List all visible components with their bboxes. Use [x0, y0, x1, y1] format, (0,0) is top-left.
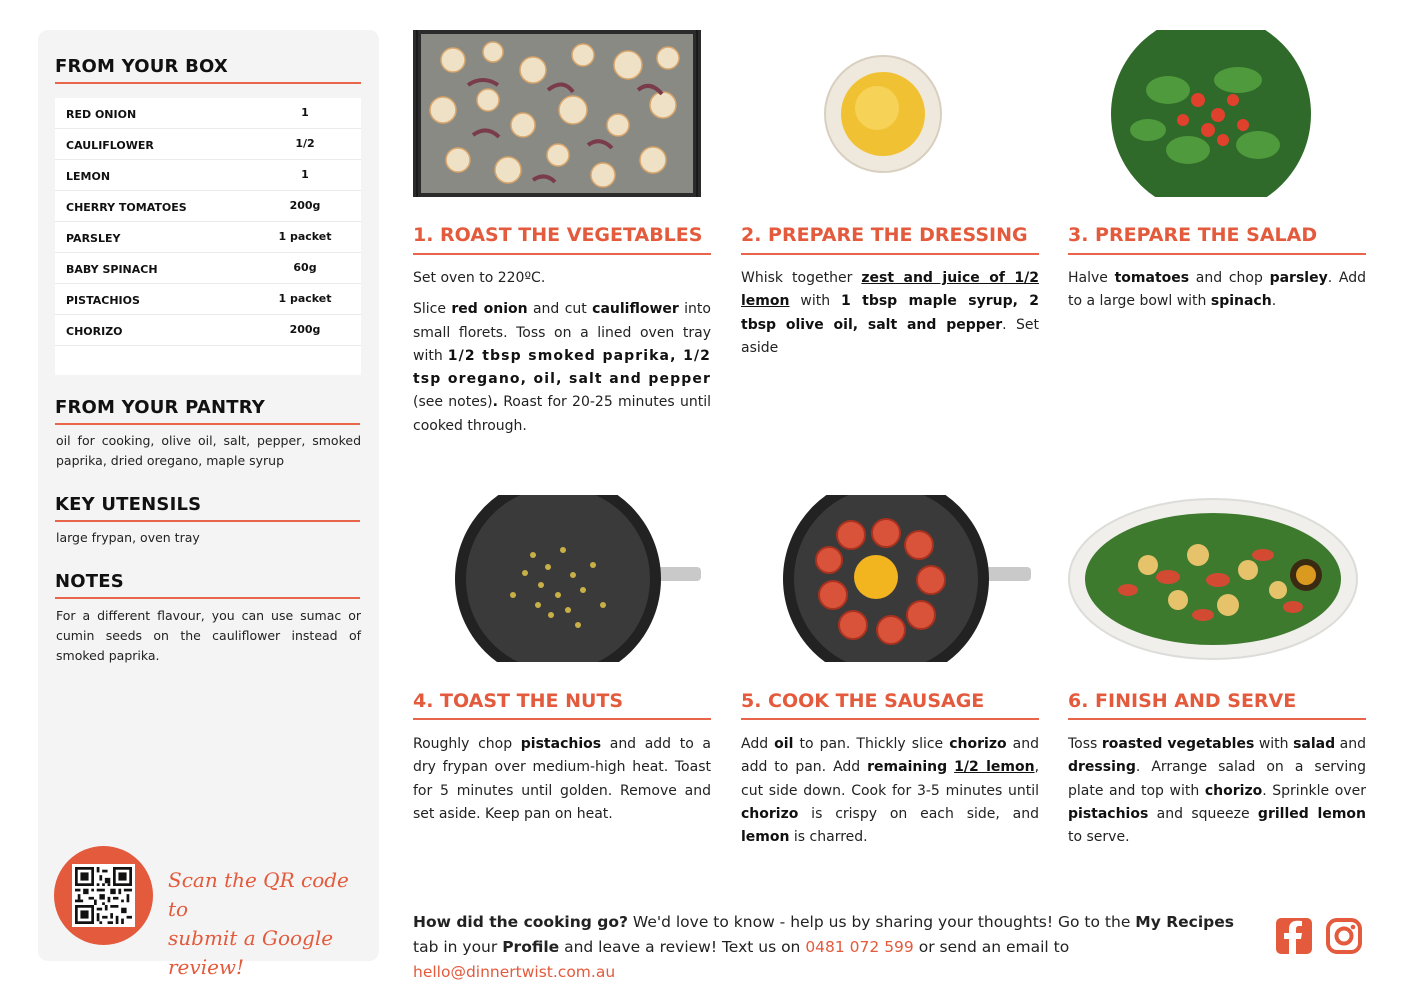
roast-vegetables-photo — [413, 30, 701, 197]
qr-badge[interactable] — [54, 846, 153, 945]
instagram-icon[interactable] — [1325, 917, 1363, 955]
step-5-body — [741, 733, 1039, 857]
step-6-body — [1068, 733, 1366, 857]
footer-question: How did the cooking go? — [413, 913, 628, 931]
facebook-icon[interactable] — [1275, 917, 1313, 955]
phone-link[interactable]: 0481 072 599 — [805, 938, 914, 956]
qr-caption-line: submit a Google review! — [168, 926, 334, 979]
divider — [55, 597, 360, 599]
ingredient-row — [55, 160, 361, 191]
step-text: Slice red onion and cut cauliflower into small florets. Toss on a lined oven tray with 1/2 tbsp smoked paprika, 1/2 tsp oregano, oil, salt and pepper (see notes). Roast for 20-25 minutes until cooked through. — [413, 301, 711, 434]
profile-link[interactable]: Profile — [502, 938, 560, 956]
qr-caption-line: Scan the QR code to — [168, 868, 349, 921]
salad-bowl-photo — [1068, 30, 1366, 197]
step-3-body — [1068, 267, 1366, 322]
step-6-title: 6. FINISH AND SERVE — [1068, 690, 1297, 712]
ingredient-name: PARSLEY — [66, 232, 121, 245]
step-2-title: 2. PREPARE THE DRESSING — [741, 224, 1028, 246]
ingredient-row — [55, 191, 361, 222]
step-1-body — [413, 267, 711, 446]
ingredient-name: CHORIZO — [66, 325, 123, 338]
footer-text: tab in your — [413, 938, 503, 956]
divider — [1068, 253, 1366, 255]
ingredient-name: PISTACHIOS — [66, 294, 140, 307]
pantry-title: FROM YOUR PANTRY — [55, 397, 265, 418]
ingredient-row — [55, 315, 361, 346]
ingredient-row — [55, 129, 361, 160]
pantry-text: oil for cooking, olive oil, salt, pepper, smoked paprika, dried oregano, maple syrup — [56, 433, 361, 468]
step-text: Halve tomatoes and chop parsley. Add to a large bowl with spinach. — [1068, 270, 1366, 310]
step-text: Whisk together zest and juice of 1/2 lemon with 1 tbsp maple syrup, 2 tbsp olive oil, salt and pepper. Set aside — [741, 270, 1039, 356]
ingredient-qty: 200g — [289, 199, 321, 212]
qr-code[interactable] — [72, 864, 135, 927]
feedback-footer — [413, 910, 1263, 985]
ingredients-table — [55, 98, 361, 375]
notes-title: NOTES — [55, 571, 124, 592]
divider — [55, 82, 361, 84]
divider — [55, 520, 360, 522]
step-text: Toss roasted vegetables with salad and dressing. Arrange salad on a serving plate and top with chorizo. Sprinkle over pistachios and squeeze grilled lemon to serve. — [1068, 736, 1367, 846]
step-text: Set oven to 220ºC. — [413, 270, 546, 286]
notes-text: For a different flavour, you can use sumac or cumin seeds on the cauliflower instead of smoked paprika. — [56, 608, 361, 663]
divider — [55, 423, 360, 425]
divider — [413, 718, 711, 720]
ingredient-qty: 1 — [301, 168, 309, 181]
ingredient-name: LEMON — [66, 170, 111, 183]
ingredient-qty: 1 — [301, 106, 309, 119]
step-4-body — [413, 733, 711, 834]
ingredient-name: RED ONION — [66, 108, 137, 121]
divider — [1068, 718, 1366, 720]
divider — [741, 253, 1039, 255]
step-2-body — [741, 267, 1039, 368]
chorizo-pan-photo — [741, 495, 1038, 662]
ingredient-name: BABY SPINACH — [66, 263, 158, 276]
qr-caption — [168, 866, 368, 982]
ingredient-name: CAULIFLOWER — [66, 139, 154, 152]
dressing-bowl-photo — [741, 30, 1038, 197]
step-5-title: 5. COOK THE SAUSAGE — [741, 690, 985, 712]
sidebar — [38, 30, 379, 979]
step-4-title: 4. TOAST THE NUTS — [413, 690, 624, 712]
qr-code-icon — [75, 867, 132, 924]
footer-text: or send an email to — [913, 938, 1070, 956]
footer-text: and leave a review! Text us on — [559, 938, 806, 956]
ingredient-row — [55, 253, 361, 284]
ingredient-row — [55, 284, 361, 315]
my-recipes-link[interactable]: My Recipes — [1135, 913, 1234, 931]
utensils-title: KEY UTENSILS — [55, 494, 202, 515]
ingredient-name: CHERRY TOMATOES — [66, 201, 187, 214]
utensils-text: large frypan, oven tray — [56, 530, 200, 545]
step-text: Roughly chop pistachios and add to a dry frypan over medium-high heat. Toast for 5 minutes until golden. Remove and set aside. Keep pan on heat. — [413, 736, 711, 822]
ingredient-row — [55, 98, 361, 129]
step-text: Add oil to pan. Thickly slice chorizo and add to pan. Add remaining 1/2 lemon, cut side down. Cook for 3-5 minutes until chorizo is crispy on each side, and lemon is charred. — [741, 736, 1040, 846]
divider — [741, 718, 1039, 720]
ingredient-row — [55, 222, 361, 253]
ingredient-qty: 1 packet — [278, 230, 332, 243]
ingredient-qty: 1/2 — [295, 137, 315, 150]
step-3-title: 3. PREPARE THE SALAD — [1068, 224, 1318, 246]
finished-plate-photo — [1068, 495, 1366, 662]
divider — [413, 253, 711, 255]
toasted-nuts-photo — [413, 495, 711, 662]
from-your-box-title: FROM YOUR BOX — [55, 56, 228, 77]
step-1-title: 1. ROAST THE VEGETABLES — [413, 224, 703, 246]
ingredient-qty: 1 packet — [278, 292, 332, 305]
ingredient-qty: 60g — [293, 261, 317, 274]
footer-text: We'd love to know - help us by sharing your thoughts! Go to the — [627, 913, 1136, 931]
email-link[interactable]: hello@dinnertwist.com.au — [413, 963, 616, 981]
ingredient-qty: 200g — [289, 323, 321, 336]
